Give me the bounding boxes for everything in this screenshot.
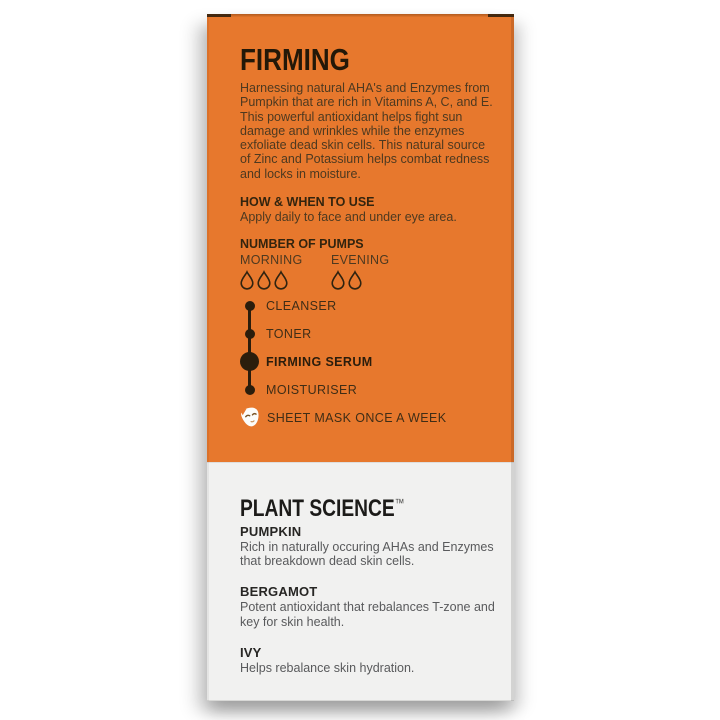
step-dot-icon: [245, 329, 255, 339]
step-label: TONER: [266, 326, 312, 341]
sheet-mask-label: SHEET MASK ONCE A WEEK: [267, 410, 447, 425]
step-label: MOISTURISER: [266, 382, 358, 397]
step-label: FIRMING SERUM: [266, 354, 373, 369]
evening-pump-drops: [331, 270, 389, 292]
description-line: Pumpkin that are rich in Vitamins A, C, and E.: [240, 95, 493, 110]
description-line: exfoliate dead skin cells. This natural source: [240, 138, 486, 153]
ingredient-description-line: Potent antioxidant that rebalances T-zone and: [240, 600, 495, 615]
ingredient-description-line: Rich in naturally occuring AHAs and Enzymes: [240, 540, 494, 554]
drop-icon: [240, 270, 254, 291]
step-label: CLEANSER: [266, 298, 337, 313]
ingredient-block-bergamot: [240, 584, 495, 629]
product-box: [207, 14, 514, 701]
drop-icon: [257, 270, 271, 291]
box-left-edge: [207, 14, 209, 701]
ingredient-block-ivy: [240, 645, 490, 675]
box-right-edge: [511, 14, 514, 701]
how-when-body: Apply daily to face and under eye area.: [240, 209, 457, 224]
routine-step-moisturiser: [240, 376, 490, 404]
box-lid-seam: [207, 14, 514, 17]
box-notch-right: [488, 14, 514, 17]
morning-label: MORNING: [240, 252, 303, 267]
box-front-panel: [207, 14, 514, 462]
morning-pumps-column: [240, 253, 331, 292]
ingredient-name: BERGAMOT: [240, 584, 318, 600]
morning-pump-drops: [240, 270, 331, 292]
routine-step-cleanser: [240, 292, 490, 320]
ingredient-name: IVY: [240, 644, 262, 660]
pumps-heading: NUMBER OF PUMPS: [240, 237, 364, 252]
trademark-symbol: ™: [394, 496, 405, 510]
step-dot-icon: [245, 385, 255, 395]
drop-icon: [331, 270, 345, 291]
ingredient-description-line: key for skin health.: [240, 614, 345, 629]
drop-icon: [274, 270, 288, 291]
sheet-mask-icon: [238, 406, 263, 430]
how-when-heading: HOW & WHEN TO USE: [240, 195, 375, 210]
description-line: and locks in moisture.: [240, 166, 361, 181]
description-line: Harnessing natural AHA's and Enzymes from: [240, 81, 490, 95]
description-line: This powerful antioxidant helps fight sun: [240, 109, 463, 124]
ingredient-description-line: that breakdown dead skin cells.: [240, 554, 415, 569]
ingredient-name: PUMPKIN: [240, 524, 302, 539]
step-dot-icon: [240, 352, 259, 371]
step-dot-icon: [245, 301, 255, 311]
plant-science-heading: [240, 492, 440, 520]
plant-science-heading-text: PLANT SCIENCE: [240, 495, 395, 522]
product-title: FIRMING: [240, 42, 350, 77]
drop-icon: [348, 270, 362, 291]
routine-step-toner: [240, 320, 490, 348]
ingredient-description-line: Helps rebalance skin hydration.: [240, 660, 415, 675]
routine-step-firming-serum: [240, 348, 490, 376]
sheet-mask-row: [238, 406, 490, 430]
evening-pumps-column: [331, 253, 389, 292]
pumps-chart: [240, 253, 490, 292]
product-description: [240, 81, 493, 181]
box-notch-left: [207, 14, 231, 17]
plant-science-panel: [207, 462, 514, 701]
description-line: of Zinc and Potassium helps combat redness: [240, 152, 490, 167]
evening-label: EVENING: [331, 252, 390, 267]
routine-timeline: [240, 292, 490, 404]
ingredient-block-pumpkin: [240, 524, 494, 569]
description-line: damage and wrinkles while the enzymes: [240, 123, 465, 138]
